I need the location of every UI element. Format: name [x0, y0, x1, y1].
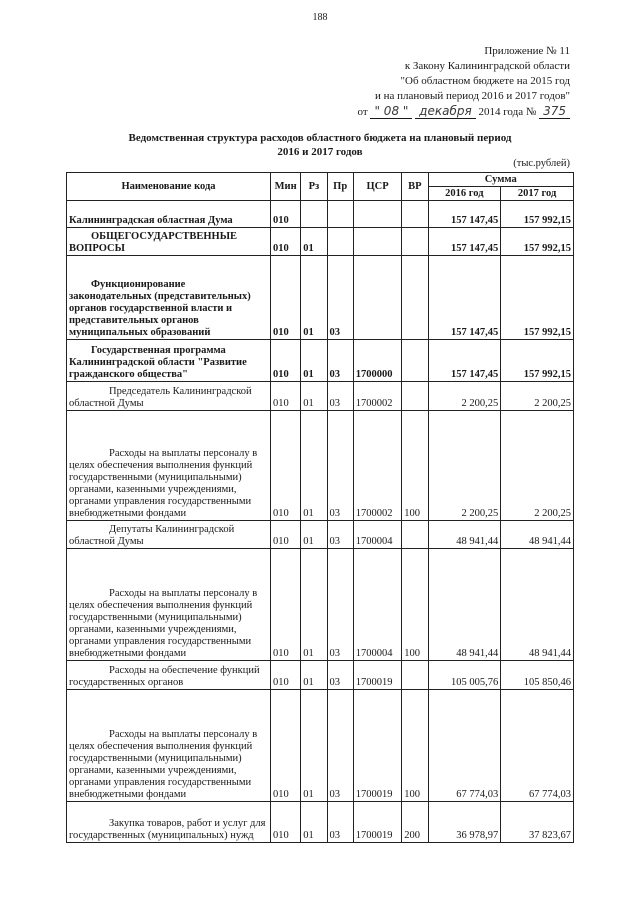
- row-name: [67, 521, 271, 549]
- table-row: [67, 256, 574, 340]
- row-csr: 1700019: [353, 690, 401, 802]
- date-number: 375: [539, 104, 570, 119]
- row-sum-2016: 48 941,44: [428, 521, 501, 549]
- row-rz: 01: [301, 382, 327, 411]
- row-sum-2017: 157 992,15: [501, 340, 574, 382]
- row-csr: 1700002: [353, 411, 401, 521]
- title-line-2: 2016 и 2017 годов: [277, 146, 363, 158]
- row-name-text: Расходы на обеспечение функций государственных органов: [69, 665, 260, 688]
- row-sum-2016: 2 200,25: [428, 411, 501, 521]
- row-name-text: Государственная программа Калининградской области "Развитие гражданского общества": [69, 345, 247, 380]
- row-min: 010: [271, 690, 301, 802]
- table-row: [67, 690, 574, 802]
- row-sum-2017: 157 992,15: [501, 256, 574, 340]
- row-name-text: Закупка товаров, работ и услуг для государственных (муниципальных) нужд: [69, 818, 266, 841]
- row-pr: 03: [327, 411, 353, 521]
- table-row: [67, 661, 574, 690]
- row-name: [67, 549, 271, 661]
- row-rz: [301, 201, 327, 228]
- row-sum-2017: 157 992,15: [501, 228, 574, 256]
- row-pr: 03: [327, 549, 353, 661]
- row-pr: 03: [327, 256, 353, 340]
- date-prefix: от: [357, 106, 368, 118]
- row-name-text: Депутаты Калининградской областной Думы: [69, 524, 235, 547]
- budget-table: [66, 172, 574, 843]
- row-name: [67, 340, 271, 382]
- row-name: [67, 690, 271, 802]
- row-vr: 100: [402, 690, 428, 802]
- row-sum-2017: 48 941,44: [501, 521, 574, 549]
- header-2017: 2017 год: [501, 187, 574, 201]
- row-csr: [353, 201, 401, 228]
- row-min: 010: [271, 382, 301, 411]
- title-line-1: Ведомственная структура расходов областного бюджета на плановый период: [128, 132, 512, 144]
- table-row: [67, 201, 574, 228]
- row-pr: 03: [327, 661, 353, 690]
- row-sum-2017: 37 823,67: [501, 802, 574, 843]
- row-rz: 01: [301, 340, 327, 382]
- row-rz: 01: [301, 690, 327, 802]
- row-sum-2016: 157 147,45: [428, 340, 501, 382]
- row-sum-2016: 36 978,97: [428, 802, 501, 843]
- date-month: декабря: [415, 104, 476, 119]
- date-year: 2014 года №: [478, 106, 537, 118]
- row-sum-2017: 2 200,25: [501, 382, 574, 411]
- table-row: [67, 521, 574, 549]
- row-sum-2017: 105 850,46: [501, 661, 574, 690]
- row-min: 010: [271, 661, 301, 690]
- date-day: " 08 ": [370, 104, 412, 119]
- header-pr: Пр: [327, 173, 353, 201]
- row-rz: 01: [301, 228, 327, 256]
- row-pr: 03: [327, 521, 353, 549]
- row-csr: 1700004: [353, 521, 401, 549]
- row-name-text: Расходы на выплаты персоналу в целях обеспечения выполнения функций государственными (муниципальными) органами, казенными учреждениями, органами управления государственными внебюджетными фондами: [69, 729, 258, 800]
- row-min: 010: [271, 549, 301, 661]
- row-rz: 01: [301, 549, 327, 661]
- row-name-text: Функционирование законодательных (представительных) органов государственной власти и представительных органов муниципальных образований: [69, 279, 251, 338]
- row-csr: 1700002: [353, 382, 401, 411]
- row-name-text: Расходы на выплаты персоналу в целях обеспечения выполнения функций государственными (муниципальными) органами, казенными учреждениями, органами управления государственными внебюджетными фондами: [69, 588, 258, 659]
- row-pr: [327, 228, 353, 256]
- row-vr: [402, 228, 428, 256]
- row-name: [67, 411, 271, 521]
- row-min: 010: [271, 256, 301, 340]
- row-rz: 01: [301, 521, 327, 549]
- row-sum-2016: 157 147,45: [428, 228, 501, 256]
- row-pr: 03: [327, 690, 353, 802]
- appendix-line-4: и на плановый период 2016 и 2017 годов": [374, 90, 570, 102]
- row-csr: 1700019: [353, 802, 401, 843]
- row-pr: [327, 201, 353, 228]
- row-name: [67, 802, 271, 843]
- row-vr: [402, 382, 428, 411]
- row-vr: [402, 661, 428, 690]
- row-vr: 100: [402, 549, 428, 661]
- row-csr: 1700019: [353, 661, 401, 690]
- header-sum: Сумма: [428, 173, 573, 187]
- row-csr: [353, 228, 401, 256]
- table-row: [67, 411, 574, 521]
- row-vr: 200: [402, 802, 428, 843]
- row-vr: [402, 521, 428, 549]
- page-number: 188: [312, 12, 328, 23]
- row-name: [67, 256, 271, 340]
- row-sum-2016: 48 941,44: [428, 549, 501, 661]
- row-sum-2017: 67 774,03: [501, 690, 574, 802]
- row-vr: [402, 201, 428, 228]
- row-sum-2016: 2 200,25: [428, 382, 501, 411]
- appendix-line-2: к Закону Калининградской области: [404, 60, 570, 72]
- header-csr: ЦСР: [353, 173, 401, 201]
- row-name-text: Председатель Калининградской областной Думы: [69, 386, 252, 409]
- header-min: Мин: [271, 173, 301, 201]
- units-label: (тыс.рублей): [513, 158, 570, 169]
- row-min: 010: [271, 340, 301, 382]
- appendix-block: [358, 44, 570, 120]
- appendix-date-line: [358, 104, 570, 120]
- appendix-line-1: Приложение № 11: [484, 45, 570, 57]
- row-csr: 1700004: [353, 549, 401, 661]
- row-rz: 01: [301, 256, 327, 340]
- row-vr: [402, 340, 428, 382]
- row-pr: 03: [327, 382, 353, 411]
- table-row: [67, 382, 574, 411]
- row-rz: 01: [301, 661, 327, 690]
- row-pr: 03: [327, 340, 353, 382]
- header-2016: 2016 год: [428, 187, 501, 201]
- row-min: 010: [271, 802, 301, 843]
- table-row: [67, 340, 574, 382]
- row-rz: 01: [301, 802, 327, 843]
- row-name: [67, 661, 271, 690]
- header-vr: ВР: [402, 173, 428, 201]
- row-sum-2016: 157 147,45: [428, 201, 501, 228]
- row-min: 010: [271, 411, 301, 521]
- appendix-line-3: "Об областном бюджете на 2015 год: [400, 75, 570, 87]
- row-sum-2016: 105 005,76: [428, 661, 501, 690]
- row-sum-2017: 2 200,25: [501, 411, 574, 521]
- row-csr: [353, 256, 401, 340]
- row-sum-2016: 157 147,45: [428, 256, 501, 340]
- header-name: Наименование кода: [67, 173, 271, 201]
- row-min: 010: [271, 521, 301, 549]
- row-name: Калининградская областная Дума: [67, 201, 271, 228]
- row-pr: 03: [327, 802, 353, 843]
- row-vr: 100: [402, 411, 428, 521]
- row-sum-2016: 67 774,03: [428, 690, 501, 802]
- row-sum-2017: 157 992,15: [501, 201, 574, 228]
- row-min: 010: [271, 228, 301, 256]
- row-sum-2017: 48 941,44: [501, 549, 574, 661]
- row-name: [67, 228, 271, 256]
- table-row: [67, 549, 574, 661]
- row-min: 010: [271, 201, 301, 228]
- document-title: [0, 131, 640, 159]
- header-rz: Рз: [301, 173, 327, 201]
- row-rz: 01: [301, 411, 327, 521]
- row-name-text: ОБЩЕГОСУДАРСТВЕННЫЕ ВОПРОСЫ: [69, 231, 238, 254]
- row-vr: [402, 256, 428, 340]
- row-name-text: Расходы на выплаты персоналу в целях обеспечения выполнения функций государственными (муниципальными) органами, казенными учреждениями, органами управления государственными внебюджетными фондами: [69, 448, 258, 519]
- row-name: [67, 382, 271, 411]
- table-row: [67, 802, 574, 843]
- row-csr: 1700000: [353, 340, 401, 382]
- table-row: [67, 228, 574, 256]
